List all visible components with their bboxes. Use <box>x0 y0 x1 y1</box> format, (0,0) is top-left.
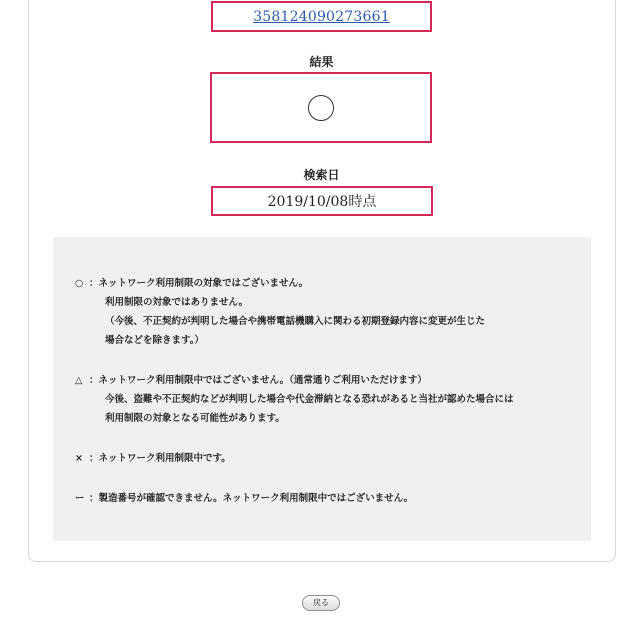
result-box <box>210 72 432 143</box>
legend-entry <box>75 489 575 508</box>
legend-text: ネットワーク利用制限中ではございません。（通常通りご利用いただけます） <box>98 375 427 386</box>
legend-text: ネットワーク利用制限中です。 <box>98 453 231 464</box>
search-date-label: 検索日 <box>303 168 340 182</box>
legend-separator: ： <box>89 375 99 386</box>
imei-link[interactable]: 358124090273661 <box>253 8 390 25</box>
legend-panel <box>53 237 591 541</box>
circle-icon <box>308 95 334 121</box>
legend-detail: （今後、不正契約が判明した場合や携帯電話機購入に関わる初期登録内容に変更が生じた <box>105 316 486 327</box>
legend-separator: ： <box>89 278 99 289</box>
legend-entry <box>75 371 575 428</box>
result-label: 結果 <box>309 55 334 69</box>
search-date-box <box>211 186 433 216</box>
legend-entry <box>75 449 575 468</box>
legend-mark: ○ <box>75 278 84 289</box>
legend-detail: 今後、盗難や不正契約などが判明した場合や代金滞納となる恐れがあると当社が認めた場合には <box>105 394 514 405</box>
legend-detail: 利用制限の対象ではありません。 <box>105 297 249 308</box>
search-date-value: 2019/10/08時点 <box>267 194 377 210</box>
legend-mark: ー <box>75 493 85 504</box>
legend-detail: 場合などを除きます。） <box>105 335 204 346</box>
legend-text: ネットワーク利用制限の対象ではございません。 <box>98 278 309 289</box>
legend-mark: △ <box>75 375 83 386</box>
legend-text: 製造番号が確認できません。ネットワーク利用制限中ではございません。 <box>98 493 414 504</box>
legend-detail: 利用制限の対象となる可能性があります。 <box>105 413 285 424</box>
legend-entry <box>75 274 575 350</box>
legend-separator: ： <box>89 493 99 504</box>
back-button[interactable]: 戻る <box>302 595 340 611</box>
imei-box <box>211 1 432 32</box>
legend-separator: ： <box>89 453 99 464</box>
legend-mark: × <box>75 453 83 464</box>
